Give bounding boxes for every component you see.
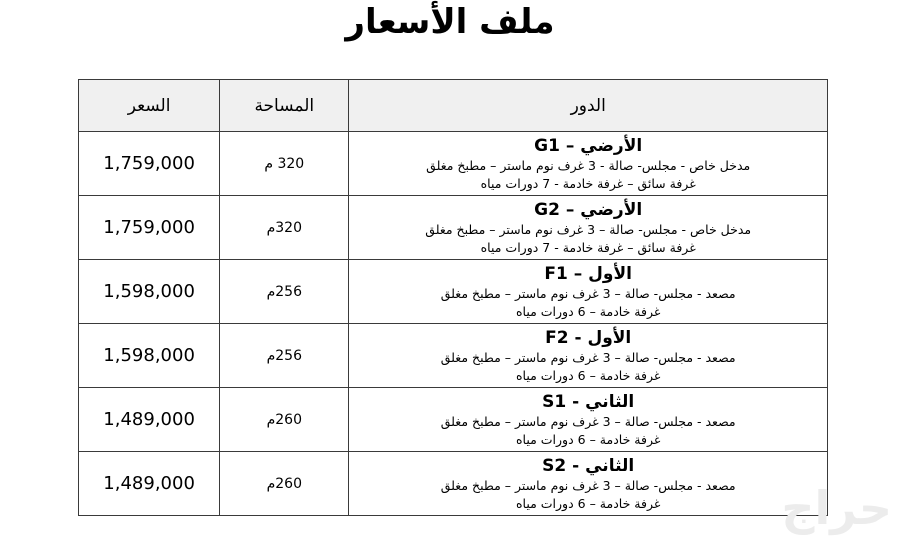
floor-cell [349,452,828,516]
floor-features-extra: غرفة خادمة – 6 دورات مياه [515,495,661,511]
table-row [79,324,828,388]
floor-name: الأول – F1 [544,263,632,284]
floor-features-extra: غرفة خادمة – 6 دورات مياه [515,431,661,447]
floor-features: مصعد - مجلس- صالة – 3 غرف نوم ماستر – مطبخ مغلق [440,349,736,365]
floor-name: الثاني - S1 [542,391,635,412]
table-row [79,260,828,324]
table-row [79,132,828,196]
price-cell: 1,489,000 [79,452,220,516]
floor-features: مصعد - مجلس- صالة – 3 غرف نوم ماستر – مطبخ مغلق [440,285,736,301]
floor-features-extra: غرفة سائق – غرفة خادمة - 7 دورات مياه [480,175,696,191]
price-cell: 1,759,000 [79,132,220,196]
area-cell: 260م [220,452,349,516]
price-cell: 1,489,000 [79,388,220,452]
area-cell: 256م [220,260,349,324]
table-row [79,196,828,260]
price-cell: 1,598,000 [79,260,220,324]
floor-features-extra: غرفة خادمة – 6 دورات مياه [515,303,661,319]
table-row [79,388,828,452]
floor-cell [349,260,828,324]
floor-features-extra: غرفة خادمة – 6 دورات مياه [515,367,661,383]
floor-features: مصعد - مجلس- صالة – 3 غرف نوم ماستر – مطبخ مغلق [440,413,736,429]
area-cell: 320 م [220,132,349,196]
floor-features: مصعد - مجلس- صالة – 3 غرف نوم ماستر – مطبخ مغلق [440,477,736,493]
floor-cell [349,132,828,196]
area-header: المساحة [220,80,349,132]
floor-name: الأول - F2 [545,327,632,348]
floor-name: الأرضي – G1 [534,135,643,156]
floor-features: مدخل خاص - مجلس- صالة - 3 غرف نوم ماستر – مطبخ مغلق [426,157,751,173]
table-header-row [79,80,828,132]
floor-features: مدخل خاص - مجلس- صالة – 3 غرف نوم ماستر – مطبخ مغلق [425,221,752,237]
price-cell: 1,598,000 [79,324,220,388]
floor-cell [349,196,828,260]
area-cell: 256م [220,324,349,388]
table-row [79,452,828,516]
area-cell: 320م [220,196,349,260]
floor-header: الدور [349,80,828,132]
price-header: السعر [79,80,220,132]
watermark-logo: حراج [781,481,892,535]
floor-cell [349,388,828,452]
floor-name: الأرضي – G2 [534,199,643,220]
price-cell: 1,759,000 [79,196,220,260]
price-table [78,79,828,516]
floor-cell [349,324,828,388]
area-cell: 260م [220,388,349,452]
page-title: ملف الأسعار [345,2,555,42]
floor-name: الثاني - S2 [542,455,635,476]
floor-features-extra: غرفة سائق – غرفة خادمة - 7 دورات مياه [480,239,696,255]
